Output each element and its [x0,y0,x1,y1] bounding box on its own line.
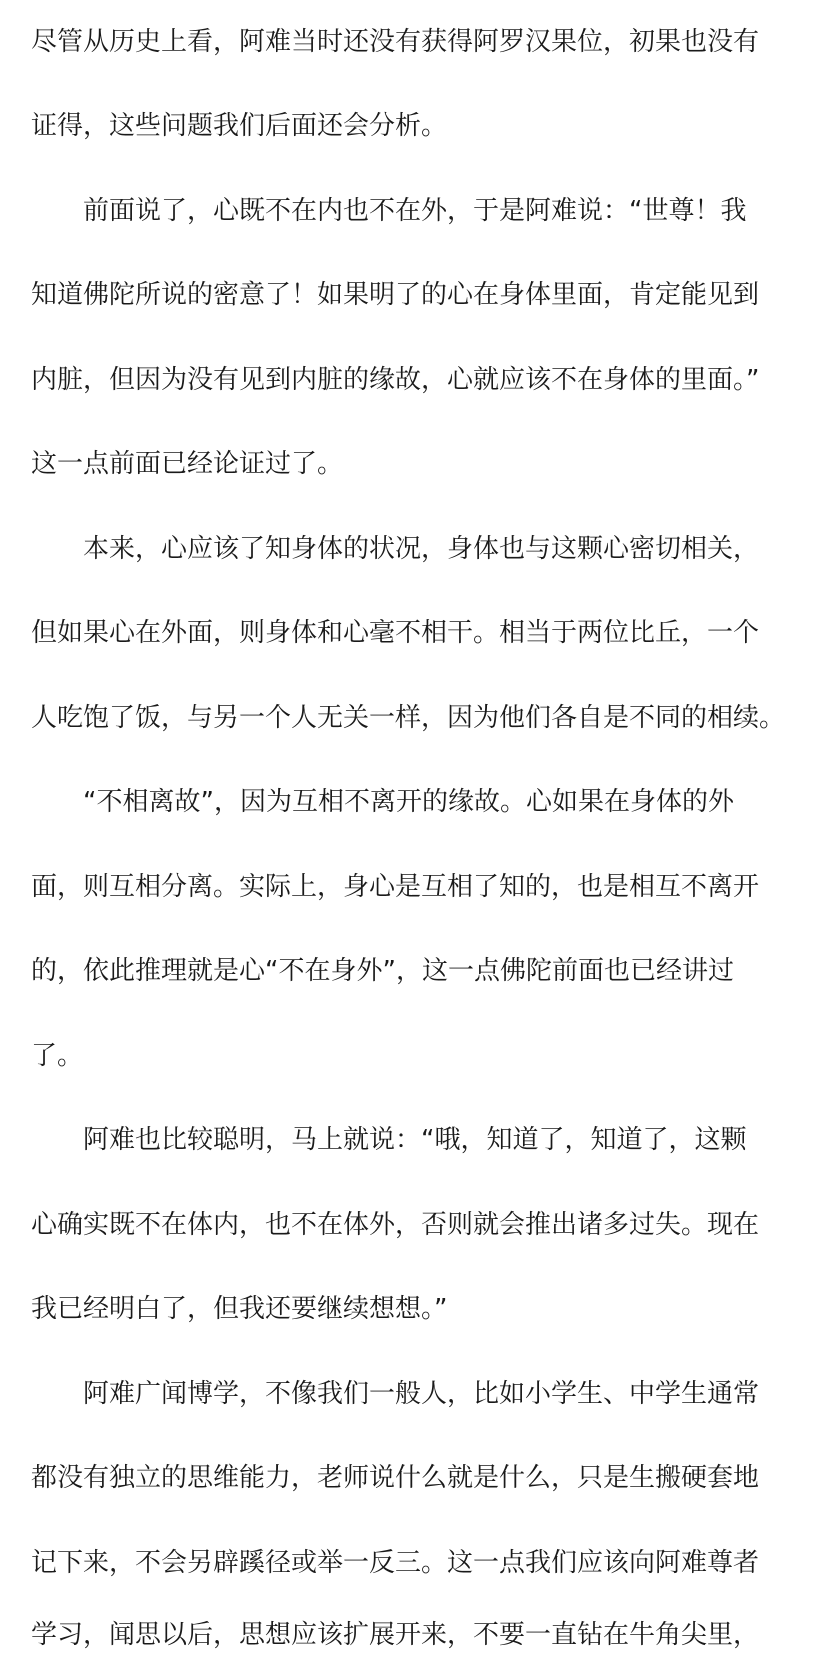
text-line: 学习，闻思以后，思想应该扩展开来，不要一直钻在牛角尖里， [31,1620,760,1650]
text-line: 我已经明白了，但我还要继续想想。” [31,1294,448,1324]
text-line: 但如果心在外面，则身体和心毫不相干。相当于两位比丘，一个 [31,618,760,648]
text-line: “不相离故”，因为互相不离开的缘故。心如果在身体的外 [83,787,734,817]
text-line: 记下来，不会另辟蹊径或举一反三。这一点我们应该向阿难尊者 [31,1548,760,1578]
text-line: 阿难也比较聪明，马上就说：“哦，知道了，知道了，这颗 [83,1125,747,1155]
text-line: 证得，这些问题我们后面还会分析。 [31,111,448,141]
text-line: 阿难广闻博学，不像我们一般人，比如小学生、中学生通常 [83,1379,760,1409]
text-line: 面，则互相分离。实际上，身心是互相了知的，也是相互不离开 [31,872,760,902]
text-line: 这一点前面已经论证过了。 [31,449,344,479]
text-line: 本来，心应该了知身体的状况，身体也与这颗心密切相关， [83,534,760,564]
text-line: 都没有独立的思维能力，老师说什么就是什么，只是生搬硬套地 [31,1463,760,1493]
text-line: 人吃饱了饭，与另一个人无关一样，因为他们各自是不同的相续。 [31,703,786,733]
text-line: 的，依此推理就是心“不在身外”，这一点佛陀前面也已经讲过 [31,956,734,986]
text-line: 知道佛陀所说的密意了！如果明了的心在身体里面，肯定能见到 [31,280,760,310]
text-line: 了。 [31,1041,84,1071]
text-line: 尽管从历史上看，阿难当时还没有获得阿罗汉果位，初果也没有 [31,27,760,57]
text-line: 内脏，但因为没有见到内脏的缘故，心就应该不在身体的里面。” [31,365,760,395]
text-line: 前面说了，心既不在内也不在外，于是阿难说：“世尊！我 [83,196,747,226]
text-line: 心确实既不在体内，也不在体外，否则就会推出诸多过失。现在 [31,1210,760,1240]
